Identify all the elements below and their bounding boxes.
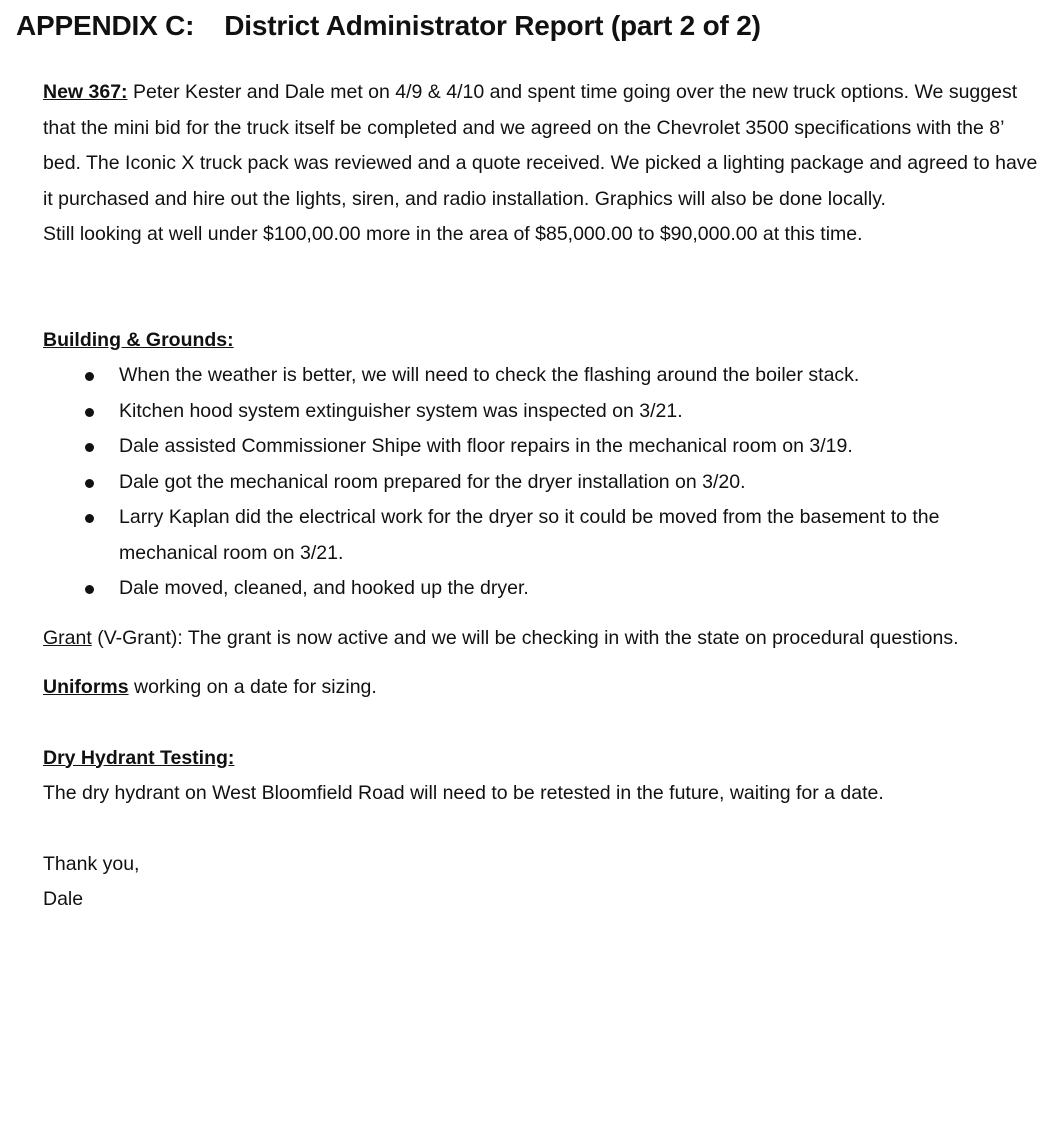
new-367-paragraph — [43, 75, 1038, 217]
report-body — [43, 75, 1038, 918]
list-item — [43, 465, 1038, 501]
grant-text: (V-Grant): The grant is now active and we will be checking in with the state on procedural questions. — [91, 626, 959, 649]
page-title — [16, 10, 761, 42]
report-title: District Administrator Report (part 2 of 2) — [224, 10, 761, 41]
grant-paragraph — [43, 621, 1038, 657]
building-heading: Building & Grounds: — [43, 328, 234, 351]
hydrant-section — [43, 741, 1038, 777]
list-item-text: Larry Kaplan did the electrical work for the dryer so it could be moved from the basement to the mechanical room on 3/21. — [119, 506, 940, 564]
closing-thanks: Thank you, — [43, 852, 140, 875]
hydrant-heading: Dry Hydrant Testing: — [43, 746, 235, 769]
building-section — [43, 323, 1038, 359]
bullet-icon — [85, 514, 94, 523]
list-item — [43, 500, 1038, 571]
list-item — [43, 571, 1038, 607]
uniforms-text: working on a date for sizing. — [128, 676, 377, 698]
bullet-icon — [85, 443, 94, 452]
closing-signature: Dale — [43, 888, 84, 910]
grant-heading: Grant — [43, 626, 92, 649]
list-item — [43, 358, 1038, 394]
hydrant-text: The dry hydrant on West Bloomfield Road will need to be retested in the future, waiting for a date. — [43, 782, 884, 804]
new-367-text: Peter Kester and Dale met on 4/9 & 4/10 and spent time going over the new truck options. We suggest that the mini bid for the truck itself be completed and we agreed on the Chevrolet 3500 specifications with the 8’ bed. The Iconic X truck pack was reviewed and a quote received. We picked a lighting package and agreed to have it purchased and hire out the lights, siren, and radio installation. Graphics will also be done locally. — [43, 81, 1038, 210]
cost-note: Still looking at well under $100,00.00 more in the area of $85,000.00 to $90,000.00 at this time. — [43, 223, 863, 245]
list-item-text: When the weather is better, we will need to check the flashing around the boiler stack. — [119, 364, 860, 386]
list-item-text: Dale assisted Commissioner Shipe with floor repairs in the mechanical room on 3/19. — [119, 435, 853, 457]
uniforms-heading: Uniforms — [43, 676, 129, 698]
bullet-icon — [85, 408, 94, 417]
list-item-text: Dale got the mechanical room prepared for the dryer installation on 3/20. — [119, 470, 746, 493]
building-list — [43, 358, 1038, 607]
list-item-text: Dale moved, cleaned, and hooked up the dryer. — [119, 577, 529, 599]
new-367-heading: New 367: — [43, 81, 128, 103]
uniforms-paragraph — [43, 670, 1038, 706]
list-item — [43, 394, 1038, 430]
appendix-label: APPENDIX C: — [16, 10, 195, 41]
list-item-text: Kitchen hood system extinguisher system was inspected on 3/21. — [119, 399, 683, 422]
list-item — [43, 429, 1038, 465]
bullet-icon — [85, 585, 94, 594]
bullet-icon — [85, 372, 94, 381]
bullet-icon — [85, 479, 94, 488]
